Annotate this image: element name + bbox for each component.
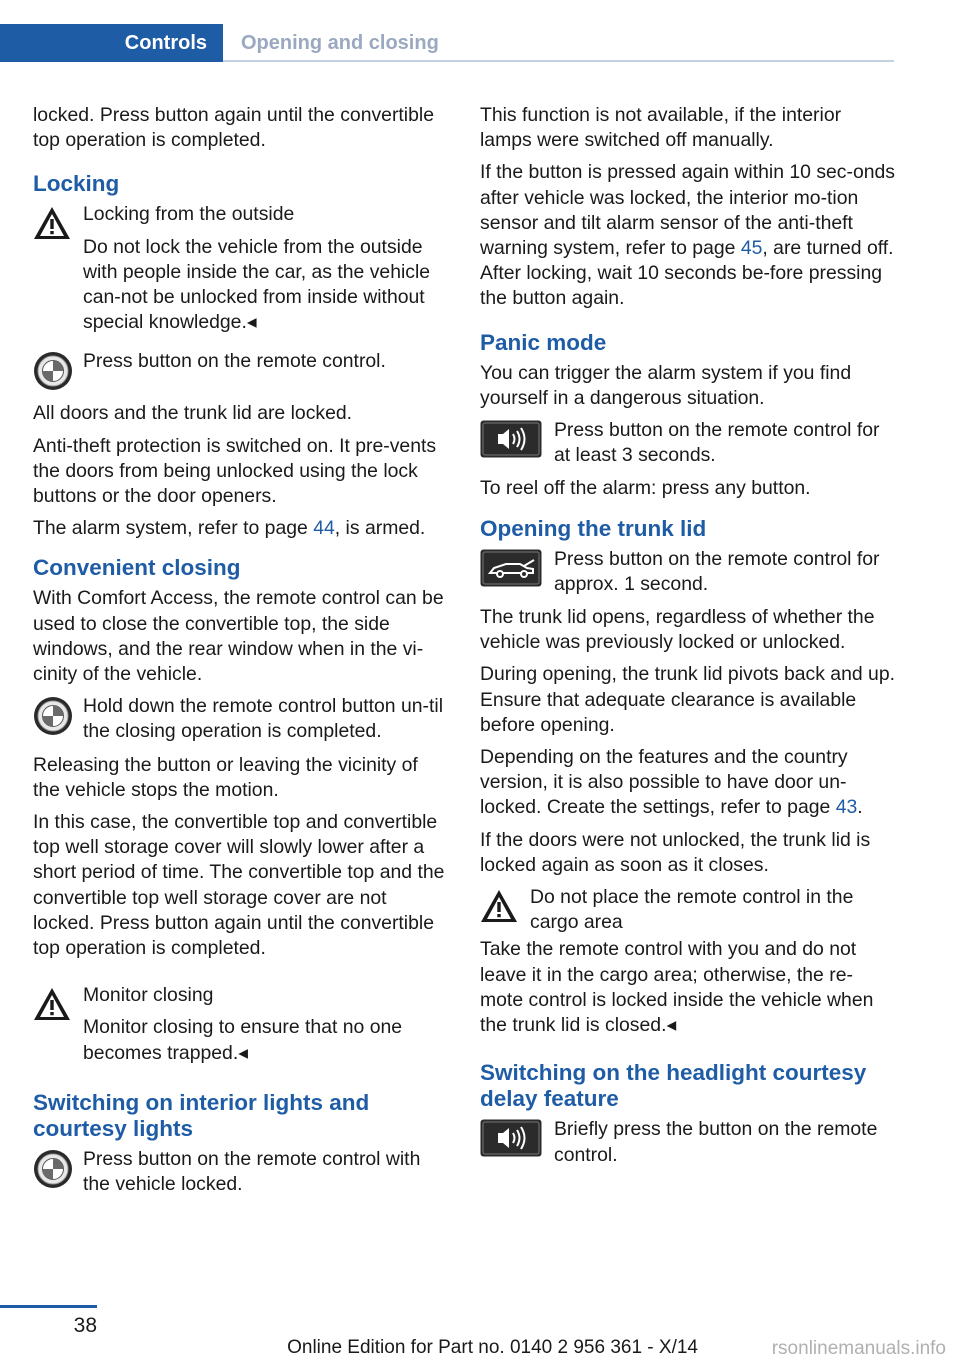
panic-button-icon [480, 420, 542, 458]
chapter-tab: Opening and closing [241, 31, 439, 54]
watermark: rsonlinemanuals.info [771, 1338, 946, 1359]
paragraph-in-case: In this case, the convertible top and convertible top well storage cover will slowly lower after a short period of time. The convertible top and the convertible top well storage cover are not locked. Press button again until the convertible top operation is completed. [33, 811, 445, 960]
page-link-44[interactable]: 44 [313, 517, 335, 540]
paragraph-trunk-opens: The trunk lid opens, regardless of whether the vehicle was previously locked or unlocked. [480, 606, 875, 654]
page-header [0, 24, 894, 62]
paragraph-pressed-again: If the button is pressed again within 10 sec‐onds after vehicle was locked, the interior mo‐tion sensor and tilt alarm sensor of the anti-theft warning system, refer to page 45, are turned off. After locking, wait 10 seconds be‐fore pressing the button again. [480, 161, 895, 310]
instruction-text: Press button on the remote control with the vehicle locked. [83, 1147, 421, 1196]
heading-locking: Locking [33, 171, 120, 197]
instruction-text: Press button on the remote control for approx. 1 second. [554, 547, 880, 595]
page-number: 38 [73, 1314, 97, 1337]
footer-rule [0, 1305, 97, 1308]
heading-headlight-courtesy: Switching on the headlight courtesy delay feature [480, 1060, 867, 1112]
header-rule [223, 60, 894, 62]
warning-monitor-closing [33, 983, 449, 1066]
bmw-logo-icon [33, 1149, 73, 1189]
paragraph-alarm: The alarm system, refer to page 44, is armed. [33, 517, 426, 540]
bmw-logo-icon [33, 696, 73, 736]
paragraph-antitheft: Anti-theft protection is switched on. It pre‐vents the doors from being unlocked using the lock buttons or the door openers. [33, 434, 437, 508]
paragraph-not-available: This function is not available, if the interior lamps were switched off manually. [480, 104, 842, 152]
warning-triangle-icon [33, 206, 71, 240]
heading-trunk-lid: Opening the trunk lid [480, 515, 707, 541]
page-link-43[interactable]: 43 [835, 796, 858, 819]
warning-text: Monitor closing to ensure that no one becomes trapped.◂ [83, 1016, 403, 1064]
warning-title: Monitor closing [83, 984, 214, 1007]
heading-convenient-closing: Convenient closing [33, 555, 241, 581]
remote-hold-instruction [33, 694, 449, 744]
left-column [33, 103, 449, 1205]
instruction-text: Press button on the remote control for at least 3 seconds. [554, 419, 880, 467]
headlight-button-instruction [480, 1117, 896, 1167]
warning-title: Locking from the outside [83, 203, 295, 226]
edition-text: Online Edition for Part no. 0140 2 956 361 - X/14 [287, 1337, 698, 1358]
paragraph-reel-off: To reel off the alarm: press any button. [480, 477, 811, 500]
remote-interior-instruction [33, 1147, 449, 1197]
paragraph-doors: All doors and the trunk lid are locked. [33, 402, 353, 425]
paragraph-if-doors: If the doors were not unlocked, the trunk lid is locked again as soon as it closes. [480, 828, 871, 876]
right-column [480, 103, 896, 1176]
warning-text: Do not lock the vehicle from the outside with people inside the car, as the vehicle can‐not be unlocked from inside without special knowledge.◂ [83, 235, 431, 334]
bmw-logo-icon [33, 351, 73, 391]
trunk-button-icon [480, 549, 542, 587]
headlight-button-icon [480, 1119, 542, 1157]
heading-panic-mode: Panic mode [480, 329, 607, 355]
page-link-45[interactable]: 45 [740, 237, 763, 260]
warning-triangle-icon [33, 987, 71, 1021]
paragraph-comfort: With Comfort Access, the remote control can be used to close the convertible top, the side windows, and the rear window when in the vi‐cinity of the vehicle. [33, 587, 444, 686]
paragraph-depending: Depending on the features and the country version, it is also possible to have door un‐locked. Create the settings, refer to page 43. [480, 746, 863, 819]
paragraph-during-opening: During opening, the trunk lid pivots back and up. Ensure that adequate clearance is available before opening. [480, 663, 896, 736]
section-tab: Controls [0, 24, 223, 62]
paragraph-take-remote: Take the remote control with you and do not leave it in the cargo area; otherwise, the re‐mote control is locked inside the vehicle when the trunk lid is closed.◂ [480, 938, 874, 1037]
remote-lock-instruction [33, 349, 449, 393]
paragraph-panic: You can trigger the alarm system if you find yourself in a dangerous situation. [480, 361, 852, 409]
warning-triangle-icon [480, 889, 518, 923]
instruction-text: Hold down the remote control button un‐til the closing operation is completed. [83, 695, 444, 743]
instruction-text: Press button on the remote control. [83, 350, 386, 373]
warning-title: Do not place the remote control in the cargo area [530, 886, 854, 934]
instruction-text: Briefly press the button on the remote control. [554, 1118, 878, 1166]
warning-cargo-area [480, 885, 896, 935]
warning-lock-outside [33, 202, 449, 335]
paragraph-release: Releasing the button or leaving the vicinity of the vehicle stops the motion. [33, 753, 418, 801]
panic-button-instruction [480, 418, 896, 468]
heading-interior-lights: Switching on interior lights and courtesy lights [33, 1089, 370, 1141]
trunk-button-instruction [480, 547, 896, 597]
paragraph-intro: locked. Press button again until the convertible top operation is completed. [33, 104, 434, 152]
